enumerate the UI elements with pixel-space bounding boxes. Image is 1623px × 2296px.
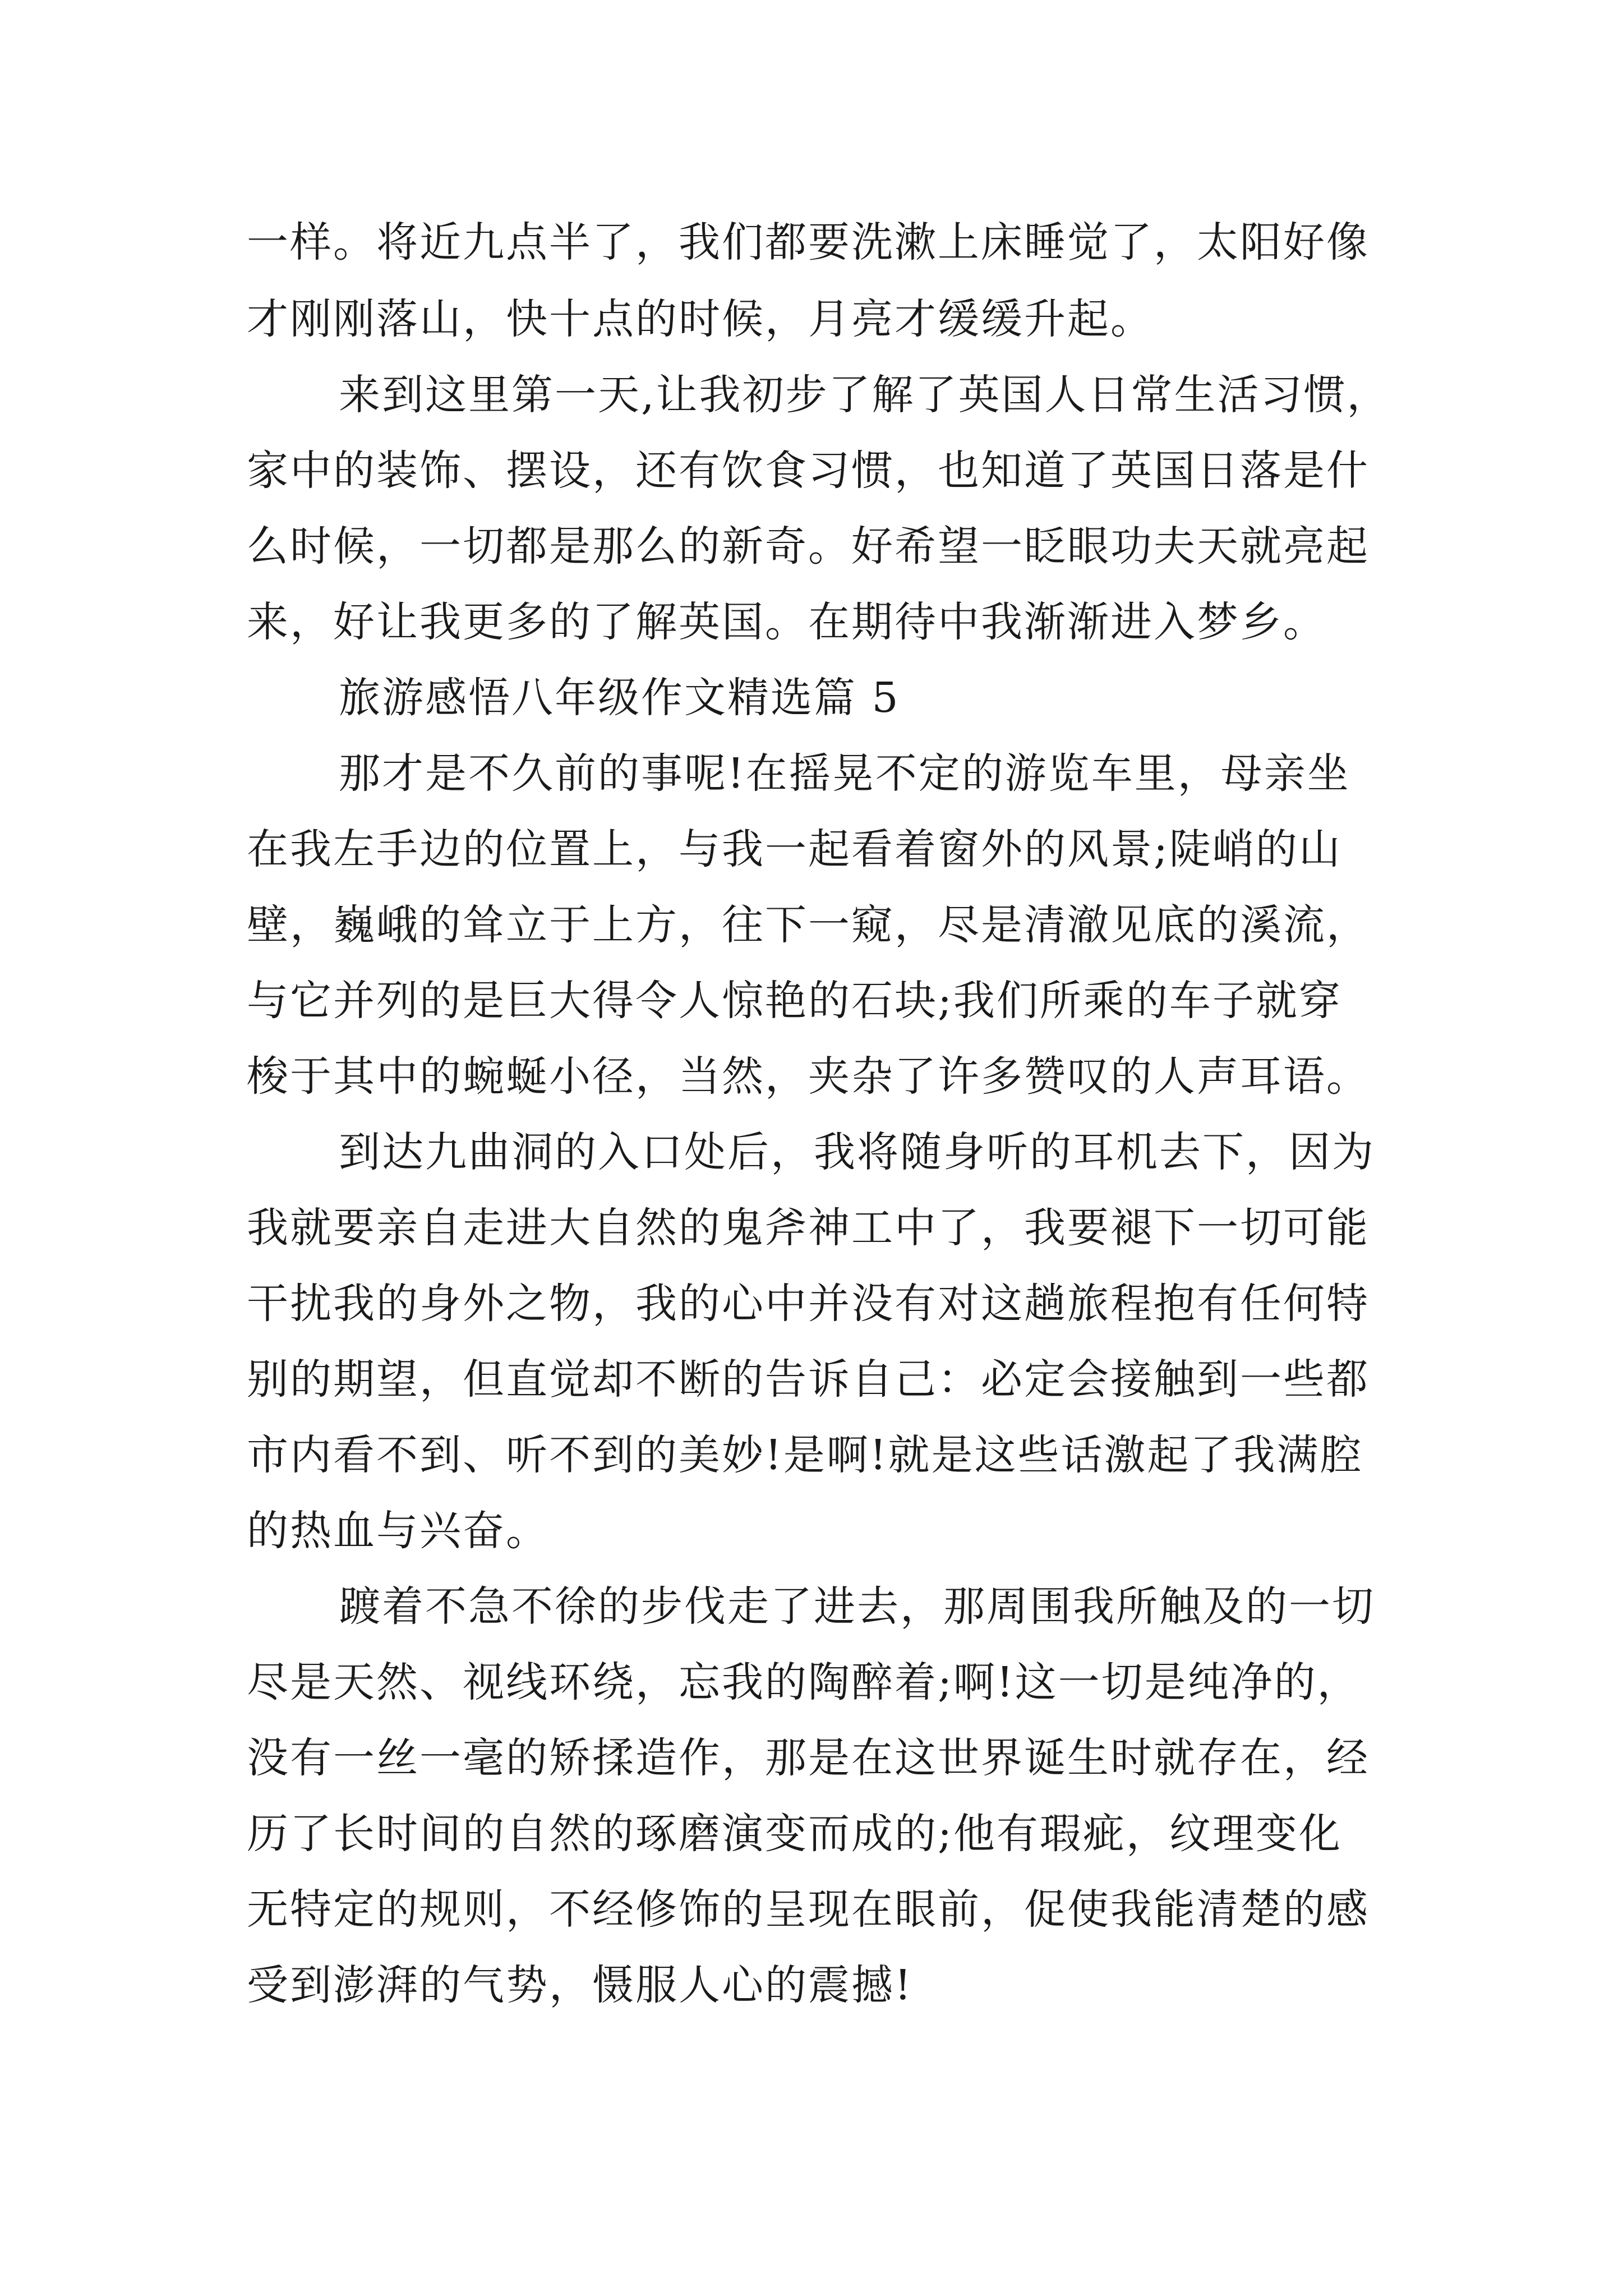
text-line: 与它并列的是巨大得令人惊艳的石块;我们所乘的车子就穿 bbox=[247, 977, 1342, 1025]
text-line: 那才是不久前的事呢!在摇晃不定的游览车里，母亲坐 bbox=[339, 749, 1350, 798]
text-line: 市内看不到、听不到的美妙!是啊!就是这些话激起了我满腔 bbox=[247, 1431, 1363, 1479]
text-line: 到达九曲洞的入口处后，我将随身听的耳机去下，因为 bbox=[339, 1128, 1375, 1176]
text-line: 我就要亲自走进大自然的鬼斧神工中了，我要褪下一切可能 bbox=[247, 1204, 1370, 1252]
text-line: 一样。将近九点半了，我们都要洗漱上床睡觉了，太阳好像 bbox=[247, 218, 1370, 266]
text-line: 么时候，一切都是那么的新奇。好希望一眨眼功夫天就亮起 bbox=[247, 522, 1370, 570]
text-line: 家中的装饰、摆设，还有饮食习惯，也知道了英国日落是什 bbox=[247, 447, 1370, 495]
text-line: 尽是天然、视线环绕，忘我的陶醉着;啊!这一切是纯净的， bbox=[247, 1658, 1361, 1706]
text-line: 的热血与兴奋。 bbox=[247, 1507, 549, 1555]
text-line: 在我左手边的位置上，与我一起看着窗外的风景;陡峭的山 bbox=[247, 825, 1342, 873]
text-line: 历了长时间的自然的琢磨演变而成的;他有瑕疵，纹理变化 bbox=[247, 1810, 1342, 1858]
text-line: 才刚刚落山，快十点的时候，月亮才缓缓升起。 bbox=[247, 295, 1154, 343]
text-line: 来，好让我更多的了解英国。在期待中我渐渐进入梦乡。 bbox=[247, 598, 1326, 646]
text-line: 受到澎湃的气势，慑服人心的震撼! bbox=[247, 1961, 913, 2009]
text-line: 踱着不急不徐的步伐走了进去，那周围我所触及的一切 bbox=[339, 1582, 1375, 1631]
text-line: 没有一丝一毫的矫揉造作，那是在这世界诞生时就存在，经 bbox=[247, 1734, 1370, 1782]
text-line: 无特定的规则，不经修饰的呈现在眼前，促使我能清楚的感 bbox=[247, 1885, 1370, 1934]
text-line: 别的期望，但直觉却不断的告诉自己：必定会接触到一些都 bbox=[247, 1355, 1370, 1404]
text-line: 壁，巍峨的耸立于上方，往下一窥，尽是清澈见底的溪流， bbox=[247, 901, 1370, 949]
text-line: 来到这里第一天,让我初步了解了英国人日常生活习惯， bbox=[339, 371, 1390, 419]
text-line: 梭于其中的蜿蜒小径，当然，夹杂了许多赞叹的人声耳语。 bbox=[247, 1052, 1370, 1101]
section-heading: 旅游感悟八年级作文精选篇 5 bbox=[339, 674, 900, 722]
text-line: 干扰我的身外之物，我的心中并没有对这趟旅程抱有任何特 bbox=[247, 1280, 1370, 1328]
